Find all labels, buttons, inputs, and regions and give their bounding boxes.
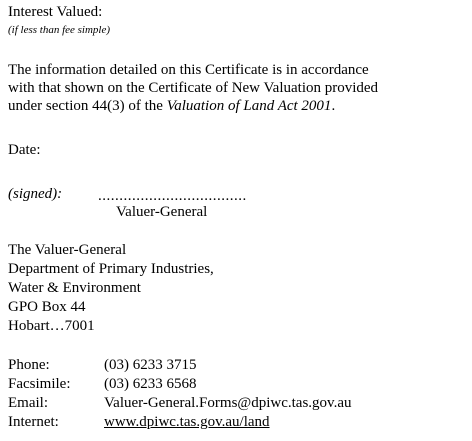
email-label: Email: (8, 395, 48, 411)
internet-row (8, 412, 270, 432)
signed-label: (signed): (8, 186, 63, 202)
statement-line-3 (8, 96, 335, 116)
fax-label: Facsimile: (8, 376, 71, 392)
interest-valued-note: (if less than fee simple) (8, 24, 111, 36)
address-line-3: Water & Environment (8, 280, 141, 296)
statement-line-2: with that shown on the Certificate of New Valuation provided (8, 80, 379, 96)
fax-row (8, 374, 197, 394)
address-line-5: Hobart…7001 (8, 318, 95, 334)
date-label: Date: (8, 142, 41, 158)
certificate-page (8, 0, 468, 441)
email-row (8, 393, 351, 413)
statement-line-1: The information detailed on this Certificate is in accordance (8, 62, 369, 78)
fax-value: (03) 6233 6568 (104, 376, 197, 392)
act-name: Valuation of Land Act 2001 (166, 98, 332, 114)
phone-row (8, 355, 197, 375)
signature-title: Valuer-General (116, 204, 208, 220)
internet-label: Internet: (8, 414, 59, 430)
statement-line-3-prefix: under section 44(3) of the (8, 98, 167, 114)
signature-line: ................................... (98, 188, 247, 204)
website-link[interactable]: www.dpiwc.tas.gov.au/land (104, 414, 270, 430)
email-value: Valuer-General.Forms@dpiwc.tas.gov.au (104, 395, 352, 411)
address-line-4: GPO Box 44 (8, 299, 86, 315)
address-line-2: Department of Primary Industries, (8, 261, 214, 277)
phone-value: (03) 6233 3715 (104, 357, 197, 373)
statement-line-3-suffix: . (331, 98, 336, 114)
phone-label: Phone: (8, 357, 50, 373)
address-line-1: The Valuer-General (8, 242, 127, 258)
interest-valued-heading: Interest Valued: (8, 4, 103, 20)
